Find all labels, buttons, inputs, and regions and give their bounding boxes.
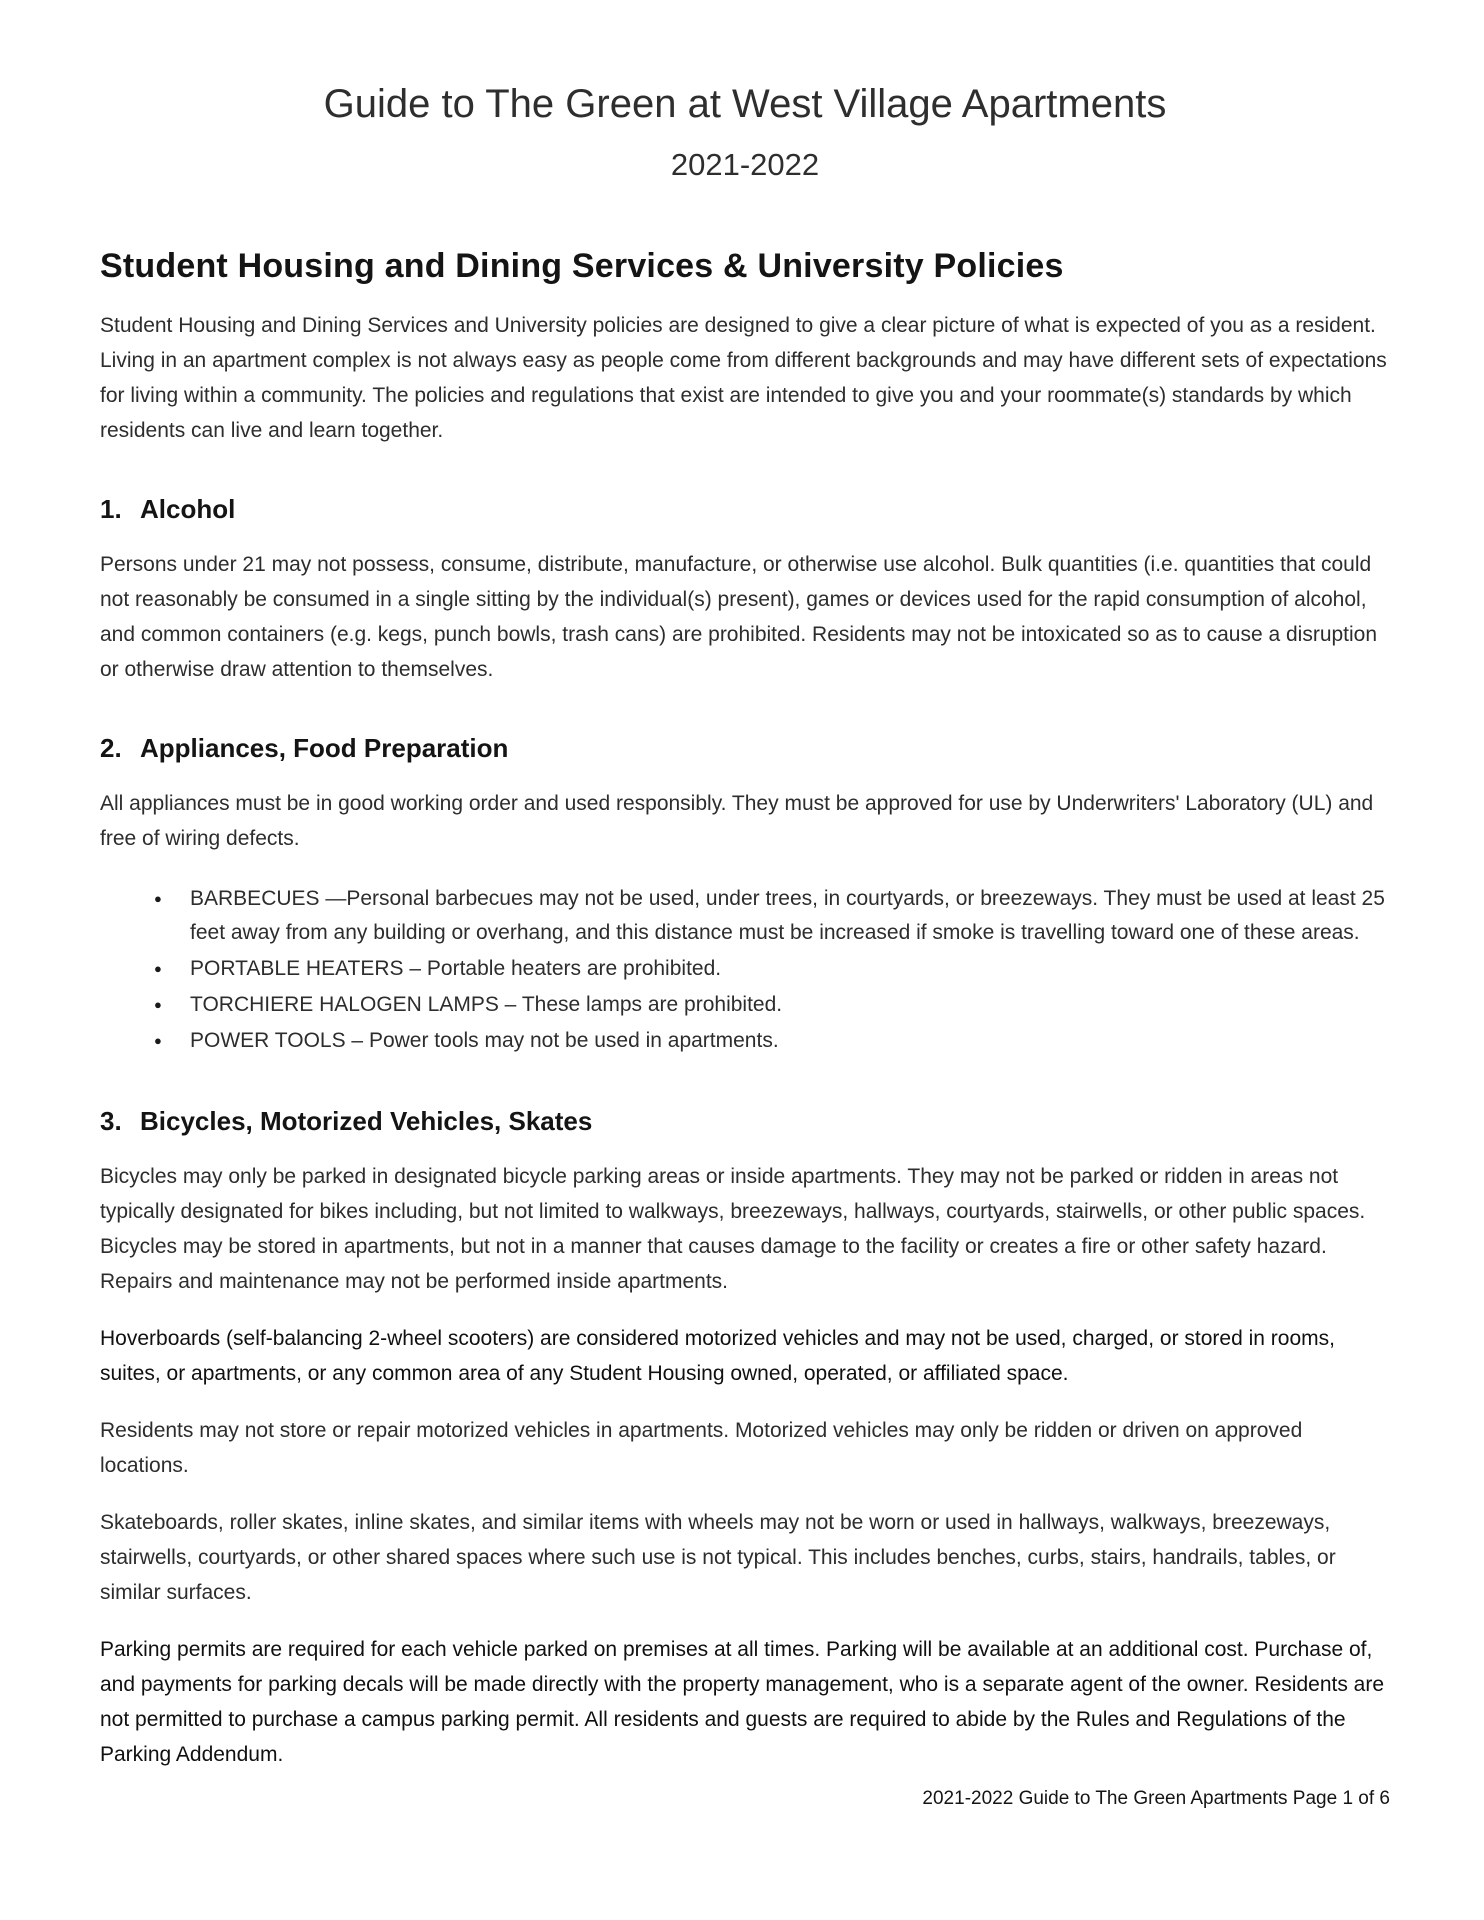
section-paragraph: Hoverboards (self-balancing 2-wheel scooters) are considered motorized vehicles and may not be used, charged, or stored in rooms, suites, or apartments, or any common area of any Student Housing owned, operated, or affiliated space. bbox=[100, 1327, 1335, 1385]
list-item bbox=[100, 952, 1390, 986]
main-heading: Student Housing and Dining Services & University Policies bbox=[100, 247, 1064, 285]
bullet-text: POWER TOOLS – Power tools may not be used in apartments. bbox=[190, 1029, 779, 1052]
section-heading bbox=[100, 733, 1390, 764]
section-bicycles bbox=[100, 1106, 1390, 1772]
section-paragraph: Parking permits are required for each vehicle parked on premises at all times. Parking will be available at an additional cost. Purchase of, and payments for parking decals will be made directly with the property management, who is a separate agent of the owner. Residents are not permitted to purchase a campus parking permit. All residents and guests are required to abide by the Rules and Regulations of the Parking Addendum. bbox=[100, 1638, 1385, 1766]
section-number: 1. bbox=[100, 494, 122, 524]
section-number: 3. bbox=[100, 1106, 122, 1136]
bullet-icon: ● bbox=[154, 1033, 162, 1048]
bullet-text: BARBECUES —Personal barbecues may not be used, under trees, in courtyards, or breezeways. They must be used at least 25 feet away from any building or overhang, and this distance must be increased if smoke is travelling toward one of these areas. bbox=[190, 887, 1385, 944]
section-alcohol bbox=[100, 494, 1390, 687]
bullet-icon: ● bbox=[154, 961, 162, 976]
section-paragraph: All appliances must be in good working order and used responsibly. They must be approved for use by Underwriters' Laboratory (UL) and free of wiring defects. bbox=[100, 792, 1374, 850]
section-title: Appliances, Food Preparation bbox=[140, 733, 509, 763]
section-paragraph: Bicycles may only be parked in designated bicycle parking areas or inside apartments. They may not be parked or ridden in areas not typically designated for bikes including, but not limited to walkways, breezeways, hallways, courtyards, stairwells, or other public spaces. Bicycles may be stored in apartments, but not in a manner that causes damage to the facility or creates a fire or other safety hazard. Repairs and maintenance may not be performed inside apartments. bbox=[100, 1165, 1366, 1293]
bullet-text: TORCHIERE HALOGEN LAMPS – These lamps are prohibited. bbox=[190, 993, 783, 1016]
section-title: Bicycles, Motorized Vehicles, Skates bbox=[140, 1106, 593, 1136]
list-item bbox=[100, 882, 1390, 950]
section-appliances bbox=[100, 733, 1390, 1060]
list-item bbox=[100, 988, 1390, 1022]
section-paragraph: Skateboards, roller skates, inline skates, and similar items with wheels may not be worn or used in hallways, walkways, breezeways, stairwells, courtyards, or other shared spaces where such use is not typical. This includes benches, curbs, stairs, handrails, tables, or similar surfaces. bbox=[100, 1511, 1336, 1604]
section-paragraph: Persons under 21 may not possess, consume, distribute, manufacture, or otherwise use alcohol. Bulk quantities (i.e. quantities that could not reasonably be consumed in a single sitting by the individual(s) present), games or devices used for the rapid consumption of alcohol, and common containers (e.g. kegs, punch bowls, trash cans) are prohibited. Residents may not be intoxicated so as to cause a disruption or otherwise draw attention to themselves. bbox=[100, 553, 1378, 681]
section-title: Alcohol bbox=[140, 494, 236, 524]
document-title: Guide to The Green at West Village Apartments bbox=[323, 82, 1167, 126]
document-subtitle: 2021-2022 bbox=[670, 147, 820, 182]
bullet-icon: ● bbox=[154, 997, 162, 1012]
section-heading bbox=[100, 1106, 1390, 1137]
appliances-bullet-list bbox=[100, 882, 1390, 1058]
section-heading bbox=[100, 494, 1390, 525]
bullet-icon: ● bbox=[154, 891, 162, 906]
intro-paragraph: Student Housing and Dining Services and University policies are designed to give a clear picture of what is expected of you as a resident. Living in an apartment complex is not always easy as people come from different backgrounds and may have different sets of expectations for living within a community. The policies and regulations that exist are intended to give you and your roommate(s) standards by which residents can live and learn together. bbox=[100, 314, 1387, 442]
page-footer: 2021-2022 Guide to The Green Apartments Page 1 of 6 bbox=[922, 1788, 1390, 1809]
section-number: 2. bbox=[100, 733, 122, 763]
section-paragraph: Residents may not store or repair motorized vehicles in apartments. Motorized vehicles may only be ridden or driven on approved locations. bbox=[100, 1419, 1303, 1477]
list-item bbox=[100, 1024, 1390, 1058]
bullet-text: PORTABLE HEATERS – Portable heaters are prohibited. bbox=[190, 957, 722, 980]
